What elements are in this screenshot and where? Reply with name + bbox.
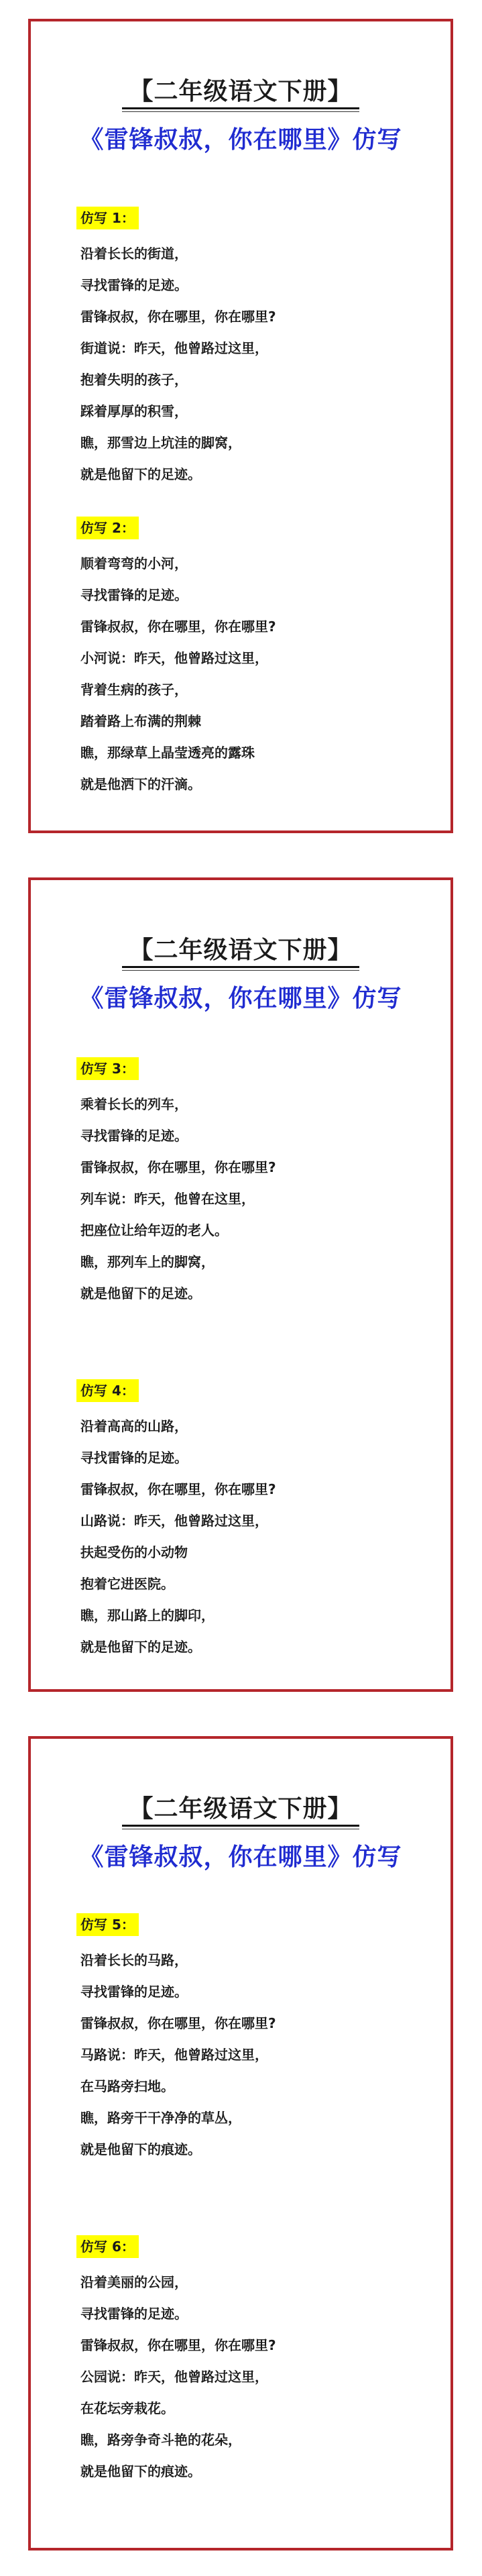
- page-title: 【二年级语文下册】: [129, 1795, 353, 1823]
- poem-line: 寻找雷锋的足迹。: [80, 2306, 188, 2322]
- poem-line: 寻找雷锋的足迹。: [80, 587, 188, 603]
- poem-line: 雷锋叔叔，你在哪里，你在哪里?: [80, 1159, 276, 1175]
- document-page: [28, 19, 453, 833]
- poem-line: 街道说：昨天，他曾路过这里，: [80, 340, 268, 356]
- poem-line: 列车说：昨天，他曾在这里，: [80, 1191, 255, 1207]
- poem-line: 就是他留下的足迹。: [80, 466, 201, 482]
- poem-line: 雷锋叔叔，你在哪里，你在哪里?: [80, 2015, 276, 2031]
- title-underline: [122, 1825, 359, 1827]
- poem-line: 抱着失明的孩子，: [80, 372, 188, 388]
- poem-line: 瞧，路旁争奇斗艳的花朵，: [80, 2432, 241, 2448]
- poem-line: 沿着美丽的公园，: [80, 2274, 188, 2290]
- poem-line: 就是他留下的足迹。: [80, 1285, 201, 1301]
- poem-line: 雷锋叔叔，你在哪里，你在哪里?: [80, 309, 276, 325]
- section-label: 仿写 1：: [76, 207, 139, 229]
- poem-line: 瞧，那列车上的脚窝，: [80, 1254, 215, 1270]
- poem-line: 小河说：昨天，他曾路过这里，: [80, 650, 268, 666]
- poem-line: 乘着长长的列车，: [80, 1096, 188, 1112]
- poem-line: 在马路旁扫地。: [80, 2078, 174, 2094]
- poem-line: 马路说：昨天，他曾路过这里，: [80, 2047, 268, 2063]
- poem-line: 寻找雷锋的足迹。: [80, 1128, 188, 1144]
- section-label: 仿写 6：: [76, 2235, 139, 2258]
- poem-line: 抱着它进医院。: [80, 1576, 174, 1592]
- document-page: [28, 1736, 453, 2551]
- title-underline: [122, 966, 359, 968]
- poem-line: 瞧，路旁干干净净的草丛，: [80, 2110, 241, 2126]
- poem-line: 瞧，那绿草上晶莹透亮的露珠: [80, 745, 255, 761]
- page-subtitle: 《雷锋叔叔，你在哪里》仿写: [79, 126, 402, 154]
- title-underline: [122, 111, 359, 112]
- page-subtitle: 《雷锋叔叔，你在哪里》仿写: [79, 1843, 402, 1871]
- section-label: 仿写 2：: [76, 517, 139, 539]
- section-label: 仿写 3：: [76, 1057, 139, 1080]
- poem-line: 沿着高高的山路，: [80, 1418, 188, 1434]
- poem-line: 雷锋叔叔，你在哪里，你在哪里?: [80, 1481, 276, 1497]
- poem-line: 踏着路上布满的荆棘: [80, 713, 201, 729]
- poem-line: 沿着长长的街道，: [80, 246, 188, 262]
- page-subtitle: 《雷锋叔叔，你在哪里》仿写: [79, 985, 402, 1012]
- poem-line: 就是他留下的痕迹。: [80, 2463, 201, 2479]
- section-label: 仿写 4：: [76, 1379, 139, 1402]
- poem-line: 踩着厚厚的积雪，: [80, 403, 188, 419]
- document-page: [28, 877, 453, 1692]
- poem-line: 背着生病的孩子，: [80, 682, 188, 698]
- poem-line: 瞧，那山路上的脚印，: [80, 1607, 215, 1623]
- poem-line: 公园说：昨天，他曾路过这里，: [80, 2369, 268, 2385]
- title-underline: [122, 970, 359, 971]
- poem-line: 顺着弯弯的小河，: [80, 555, 188, 572]
- poem-line: 雷锋叔叔，你在哪里，你在哪里?: [80, 2337, 276, 2353]
- title-underline: [122, 107, 359, 109]
- poem-line: 沿着长长的马路，: [80, 1952, 188, 1968]
- poem-line: 扶起受伤的小动物: [80, 1544, 188, 1560]
- page-title: 【二年级语文下册】: [129, 936, 353, 964]
- section-label: 仿写 5：: [76, 1913, 139, 1936]
- poem-line: 把座位让给年迈的老人。: [80, 1222, 228, 1238]
- poem-line: 就是他留下的痕迹。: [80, 2141, 201, 2157]
- page-title: 【二年级语文下册】: [129, 78, 353, 105]
- poem-line: 雷锋叔叔，你在哪里，你在哪里?: [80, 619, 276, 635]
- poem-line: 就是他留下的足迹。: [80, 1639, 201, 1655]
- poem-line: 寻找雷锋的足迹。: [80, 1450, 188, 1466]
- poem-line: 山路说：昨天，他曾路过这里，: [80, 1513, 268, 1529]
- poem-line: 在花坛旁栽花。: [80, 2400, 174, 2416]
- poem-line: 瞧，那雪边上坑洼的脚窝，: [80, 435, 241, 451]
- poem-line: 就是他洒下的汗滴。: [80, 776, 201, 792]
- poem-line: 寻找雷锋的足迹。: [80, 277, 188, 293]
- poem-line: 寻找雷锋的足迹。: [80, 1984, 188, 2000]
